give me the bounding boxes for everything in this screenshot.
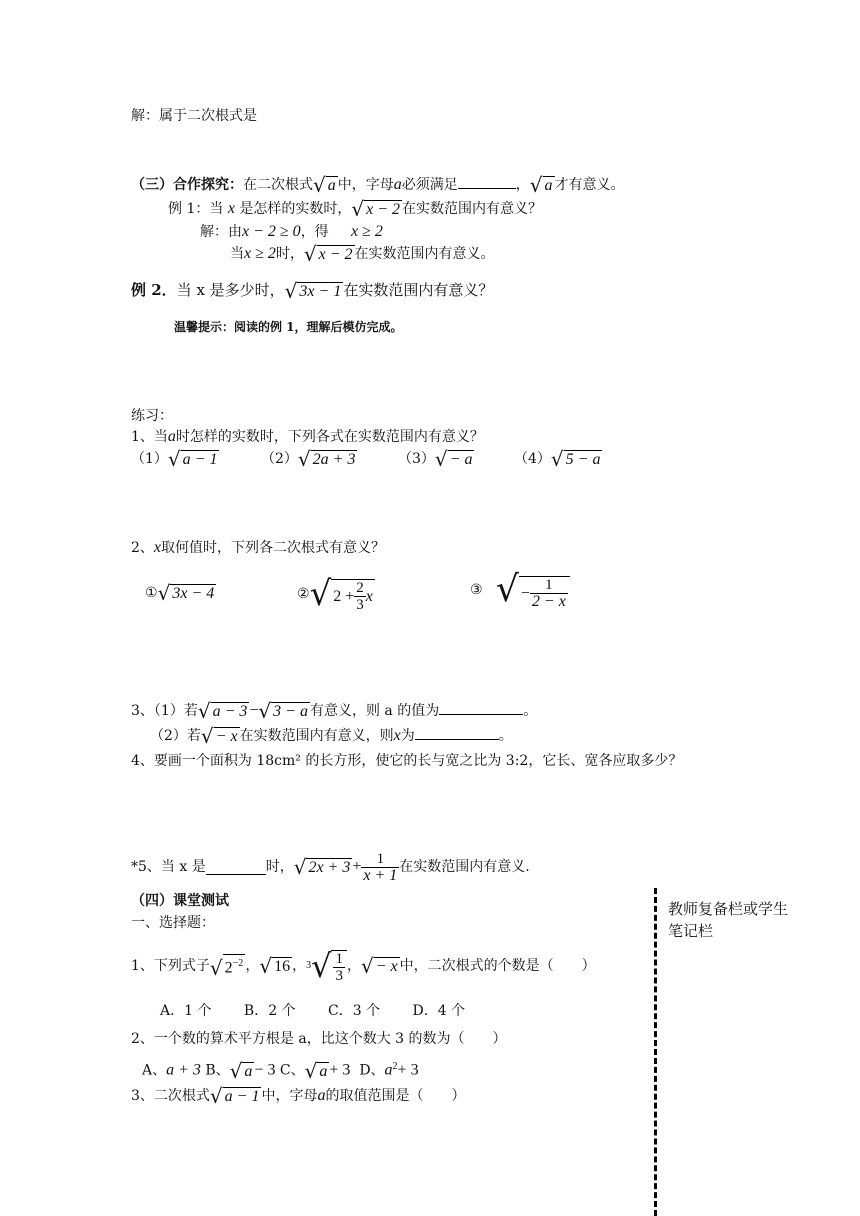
practice-q1-item-3: （3） √ − a: [398, 447, 473, 471]
practice-q2-item-1: ① √ 3x − 4: [145, 581, 215, 605]
section3-letter: a: [393, 176, 402, 193]
tip-text: 温馨提示：阅读的例 1，理解后模仿完成。: [174, 320, 403, 334]
notes-divider: [654, 888, 657, 1216]
sqrt-a-2: √ a: [529, 173, 553, 197]
practice-heading: 练习：: [131, 408, 173, 424]
section4-sub: 一、选择题：: [131, 915, 215, 931]
test-q2-options: A、a + 3 B、 √ a − 3 C、 √ a + 3 D、$a^2+ 3$: [142, 1058, 419, 1083]
practice-q2-item-2: ② √ 2 + $\frac{2}{3}$ x: [297, 574, 373, 614]
practice-q2-item-3: ③ √ − $\frac{1}{2 - x}$: [470, 566, 570, 614]
answer-blank: [458, 174, 516, 189]
example1-conclusion: 当x ≥ 2时， √ x − 2 在实数范围内有意义。: [230, 242, 495, 266]
practice-q1-item-4: （4） √ 5 − a: [514, 447, 601, 471]
example2-line: 例 2．当 x 是多少时， √ 3x − 1 在实数范围内有意义？: [131, 279, 494, 303]
notes-sidebar-label: 教师复备栏或学生笔记栏: [668, 900, 789, 940]
answer-blank: [206, 860, 266, 875]
sqrt-3x-minus-1: √ 3x − 1: [284, 279, 342, 303]
test-q1: 1、下列式子 √ $2^{-2}$ ， √ 16 ， 3 √ $\frac{1}{3}$ ， √ − x 中，二次根式的个数是（ ）: [131, 947, 596, 985]
section3-text-c: 必须满足: [401, 177, 458, 193]
practice-q3b: （2）若 √ − x 在实数范围内有意义，则x为 。: [150, 724, 513, 748]
answer-blank: [415, 725, 499, 740]
section3-text-a: 在二次根式: [243, 177, 313, 193]
test-q3: 3、二次根式 √ a − 1 中，字母a的取值范围是（ ）: [131, 1084, 466, 1108]
section3-heading: （三）合作探究：: [131, 177, 243, 193]
practice-q4: 4、要画一个面积为 18cm² 的长方形，使它的长与宽之比为 3:2，它长、宽各应取多少？: [131, 753, 683, 769]
intro-line: 解：属于二次根式是: [131, 108, 257, 124]
section3-text-b: 中，字母: [337, 177, 394, 193]
sqrt-a: √ a: [313, 173, 336, 197]
section3-line: [131, 174, 625, 195]
sqrt-x-minus-2-b: √ x − 2: [303, 242, 353, 266]
example1-question: 例 1：当 x 是怎样的实数时， √ x − 2 在实数范围内有意义？: [168, 197, 543, 221]
example1-solution: 解：由x − 2 ≥ 0，得 x ≥ 2: [200, 223, 383, 240]
section3-text-e: 才有意义。: [554, 177, 625, 193]
test-q2: 2、一个数的算术平方根是 a，比这个数大 3 的数为（ ）: [131, 1031, 507, 1047]
practice-q1-item-2: （2） √ 2a + 3: [261, 447, 356, 471]
test-q1-options: A．1 个 B．2 个 C．3 个 D．4 个: [160, 1003, 466, 1019]
answer-blank: [439, 700, 523, 715]
sqrt-x-minus-2: √ x − 2: [351, 197, 401, 221]
practice-q3a: 3、（1）若 √ a − 3 − √ 3 − a 有意义，则 a 的值为 。: [131, 699, 538, 723]
section3-text-d: ，: [515, 177, 530, 193]
practice-q1: 1、当a时怎样的实数时，下列各式在实数范围内有意义？: [131, 428, 484, 445]
practice-q1-item-1: （1） √ a − 1: [131, 447, 218, 471]
section4-heading: （四）课堂测试: [131, 893, 229, 909]
practice-q5: *5、当 x 是 时， √ 2x + 3 + $\frac{1}{x + 1}$ 在实数范围内有意义.: [131, 850, 530, 884]
practice-q2: 2、x取何值时，下列各二次根式有意义？: [131, 539, 386, 556]
